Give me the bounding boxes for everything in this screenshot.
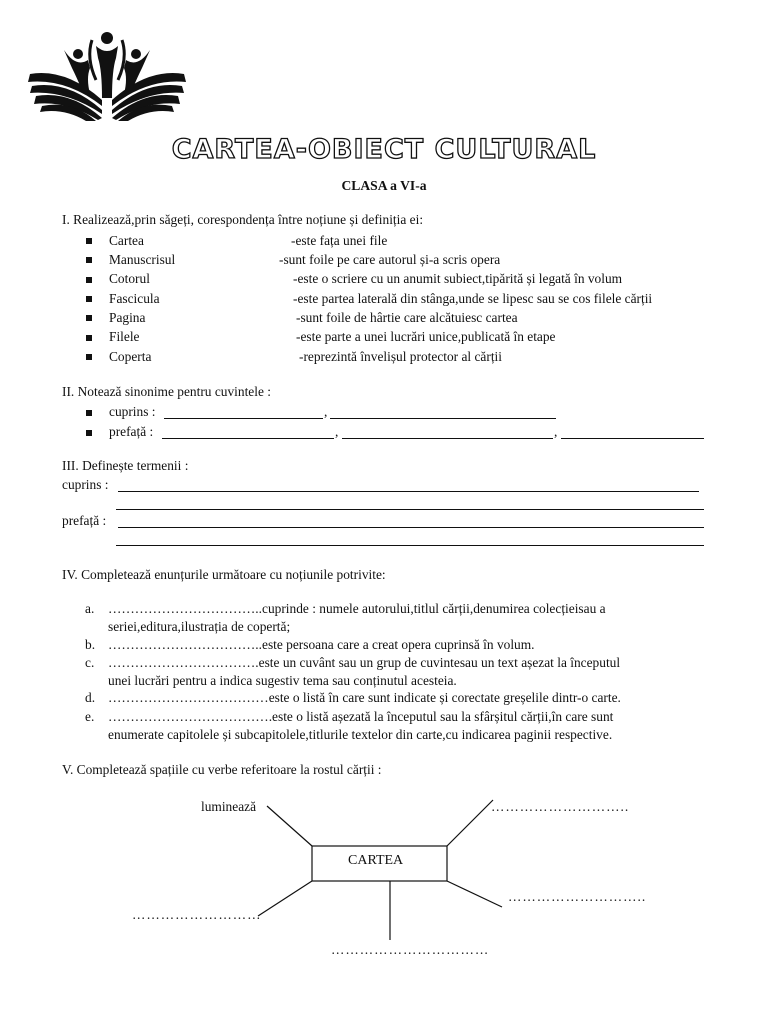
connector-line [447,800,493,846]
bullet [86,238,92,244]
term-filele: Filele [109,329,140,344]
connector-line [267,806,312,846]
page-title-text: CARTEA-OBIECT CULTURAL [171,134,597,165]
separator: , [324,404,328,419]
item-letter: e. [85,709,95,724]
definition-3: -este o scriere cu un anumit subiect,tipărită și legată în volum [293,271,623,286]
section4-heading: IV. Completează enunțurile următoare cu noțiunile potrivite: [62,567,386,582]
center-word: CARTEA [348,853,404,868]
connector-line [258,881,312,916]
fill-item-b[interactable]: ……………………………..este persoana care a creat opera cuprinsă în volum. [108,637,535,652]
bullet [86,410,92,416]
section2-heading: II. Notează sinonime pentru cuvintele : [62,384,271,399]
bullet [86,335,92,341]
term-cotorul: Cotorul [109,271,150,286]
bullet [86,257,92,263]
synonym-blank[interactable] [162,438,334,439]
section1-heading: I. Realizează,prin săgeți, corespondența între noțiune și definiția ei: [62,212,424,227]
word-web-diagram [0,790,768,950]
fill-item-e[interactable]: ……………………………….este o listă așezată la începutul sau la sfârșitul cărții,în care sunt [108,709,614,724]
definition-7: -reprezintă învelișul protector al cărții [299,349,502,364]
item-letter: b. [85,637,96,652]
synonym-blank[interactable] [561,438,704,439]
term-pagina: Pagina [109,310,146,325]
definition-2: -sunt foile pe care autorul și-a scris opera [279,252,501,267]
item-letter: d. [85,690,96,705]
definition-4: -este partea laterală din stânga,unde se lipesc sau se cos filele cărții [293,291,653,306]
synonym-blank[interactable] [164,418,323,419]
definition-5: -sunt foile de hârtie care alcătuiesc cartea [296,310,518,325]
verb-blank[interactable]: ……………………….. [508,889,647,904]
bullet [86,315,92,321]
item-letter: a. [85,601,95,616]
synonym-blank[interactable] [330,418,556,419]
section5-heading: V. Completează spațiile cu verbe referitoare la rostul cărții : [62,762,382,777]
term-cartea: Cartea [109,233,144,248]
item-letter: c. [85,655,95,670]
define-label-cuprins: cuprins : [62,477,109,492]
definition-1: -este fața unei file [291,233,388,248]
fill-item-e-cont: enumerate capitolele și subcapitolele,titlurile textelor din carte,cu indicarea paginii respective. [108,727,613,742]
section3-heading: III. Definește termenii : [62,458,189,473]
definition-blank[interactable] [116,509,704,510]
fill-item-c-cont: unei lucrări pentru a indica sugestiv tema sau conținutul acesteia. [108,673,457,688]
fill-item-a-cont: seriei,editura,ilustrația de copertă; [108,619,291,634]
term-fascicula: Fascicula [109,291,160,306]
definition-blank[interactable] [116,545,704,546]
bullet [86,430,92,436]
verb-blank[interactable]: ……………………….. [491,799,630,814]
connector-line [447,881,502,907]
bullet [86,296,92,302]
synonym-blank[interactable] [342,438,553,439]
given-verb: luminează [201,799,257,814]
separator: , [554,424,558,439]
definition-blank[interactable] [118,491,699,492]
fill-item-c[interactable]: …………………………….este un cuvânt sau un grup de cuvintesau un text așezat la începutul [108,655,621,670]
bullet [86,277,92,283]
page-title [0,128,768,168]
synonym-label-prefata: prefață : [109,424,154,439]
class-level: CLASA a VI-a [341,178,427,193]
verb-blank[interactable]: ……………………… [132,907,262,922]
separator: , [335,424,339,439]
term-manuscrisul: Manuscrisul [109,252,176,267]
term-coperta: Coperta [109,349,152,364]
definition-6: -este parte a unei lucrări unice,publicată în etape [296,329,556,344]
fill-item-d[interactable]: ………………………………este o listă în care sunt indicate și corectate greșelile dintr-o carte. [108,690,621,705]
book-logo-icon [26,28,188,122]
synonym-label-cuprins: cuprins : [109,404,156,419]
define-label-prefata: prefață : [62,513,107,528]
verb-blank[interactable]: …………………………… [331,942,490,957]
definition-blank[interactable] [118,527,704,528]
fill-item-a[interactable]: ……………………………..cuprinde : numele autorului,titlul cărții,denumirea colecțieisau a [108,601,606,616]
bullet [86,354,92,360]
